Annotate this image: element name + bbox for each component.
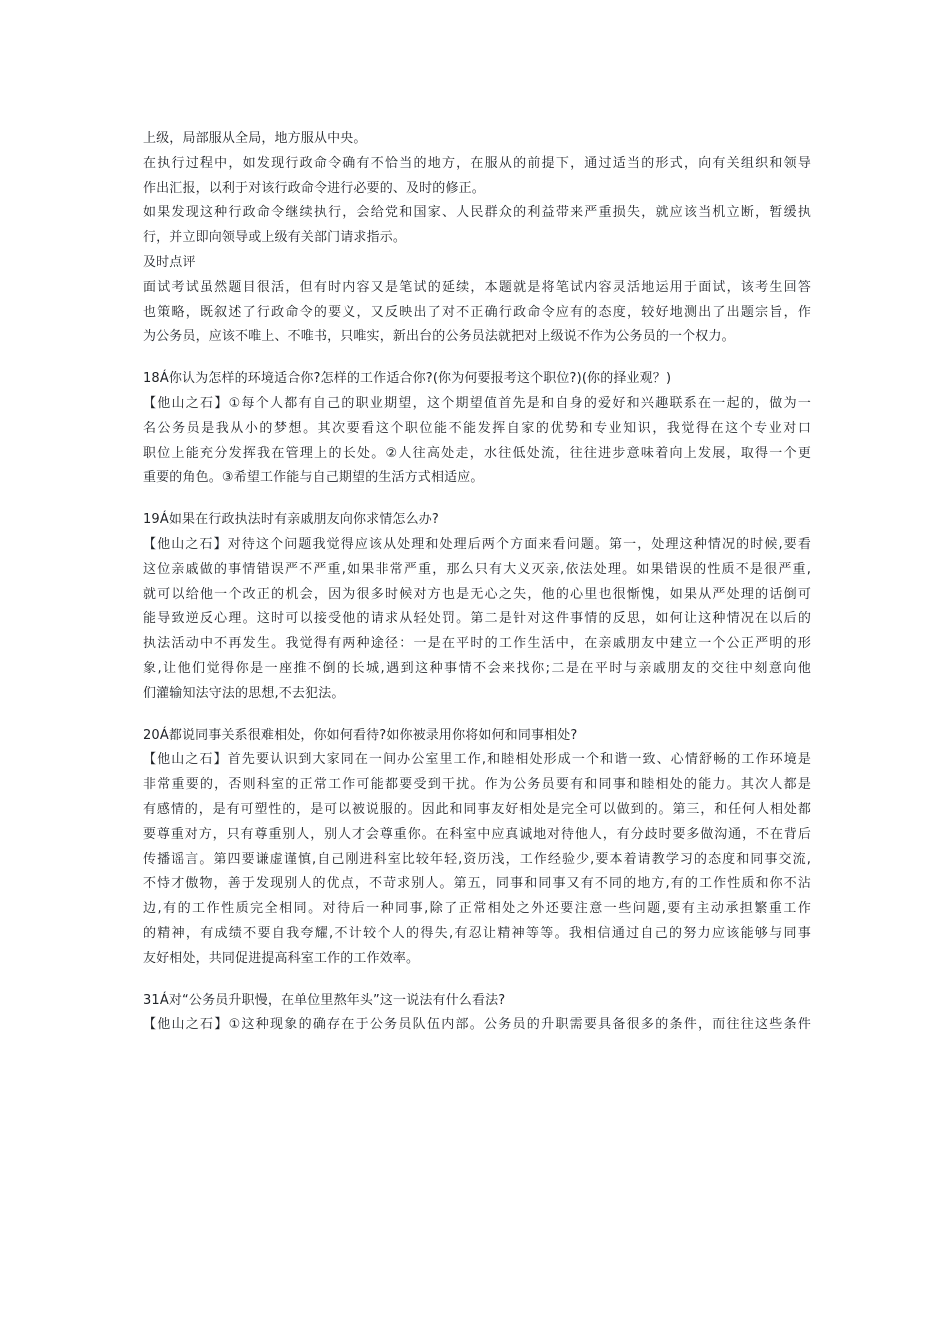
text-line: 行，并立即向领导或上级有关部门请求指示。 [143, 230, 407, 246]
paragraph [143, 392, 811, 491]
paragraph [143, 276, 811, 350]
text-line: 这位亲戚做的事情错误严不严重,如果非常严重，那么只有大义灭亲,依法处理。如果错误的性质不是很严重, [143, 561, 811, 577]
text-line: 也策略，既叙述了行政命令的要义，又反映出了对不正确行政命令应有的态度，较好地测出了出题宗旨，作 [143, 304, 811, 320]
text-line: 象,让他们觉得你是一座推不倒的长城,遇到这种事情不会来找你;二是在平时与亲戚朋友的交往中刻意向他 [143, 660, 811, 676]
text-line: 有感情的，是有可塑性的，是可以被说服的。因此和同事友好相处是完全可以做到的。第三，和任何人相处都 [143, 801, 811, 817]
text-line: 不恃才傲物，善于发现别人的优点，不苛求别人。第五，同事和同事又有不同的地方,有的工作性质和你不沾 [143, 876, 811, 892]
text-line: 19Á如果在行政执法时有亲戚朋友向你求情怎么办? [143, 512, 439, 528]
paragraph [143, 508, 811, 533]
text-line: 【他山之石】首先要认识到大家同在一间办公室里工作,和睦相处形成一个和谐一致、心情舒畅的工作环境是 [143, 752, 811, 768]
text-line: 20Á都说同事关系很难相处，你如何看待?如你被录用你将如何和同事相处? [143, 727, 578, 743]
text-line: 面试考试虽然题目很活，但有时内容又是笔试的延续，本题就是将笔试内容灵活地运用于面试，该考生回答 [143, 279, 811, 295]
paragraph [143, 989, 811, 1014]
text-line: 【他山之石】①这种现象的确存在于公务员队伍内部。公务员的升职需要具备很多的条件，而往往这些条件 [143, 1017, 811, 1033]
paragraph [143, 152, 811, 202]
text-line: 上级，局部服从全局，地方服从中央。 [143, 131, 367, 146]
paragraph [143, 533, 811, 707]
text-line: 作出汇报，以利于对该行政命令进行必要的、及时的修正。 [143, 180, 485, 196]
paragraph-gap [143, 707, 811, 724]
document-page [143, 127, 811, 1038]
text-line: 友好相处，共同促进提高科室工作的工作效率。 [143, 950, 420, 966]
paragraph [143, 201, 811, 251]
paragraph [143, 127, 811, 152]
text-line: 18Á你认为怎样的环境适合你?怎样的工作适合你?(你为何要报考这个职位?)(你的择业观？) [143, 371, 672, 387]
text-line: 【他山之石】对待这个问题我觉得应该从处理和处理后两个方面来看问题。第一，处理这种情况的时候,要看 [143, 536, 811, 552]
paragraph [143, 251, 811, 276]
text-line: 【他山之石】①每个人都有自己的职业期望，这个期望值首先是和自身的爱好和兴趣联系在一起的，做为一 [143, 395, 811, 411]
text-line: 们灌输知法守法的思想,不去犯法。 [143, 685, 345, 701]
text-line: 非常重要的，否则科室的正常工作可能都要受到干扰。作为公务员要有和同事和睦相处的能力。其次人都是 [143, 777, 811, 793]
paragraph-gap [143, 350, 811, 367]
text-line: 就可以给他一个改正的机会，因为很多时候对方也是无心之失，他的心里也很惭愧，如果从严处理的话倒可 [143, 586, 811, 602]
paragraph [143, 1013, 811, 1038]
text-line: 执法活动中不再发生。我觉得有两种途径：一是在平时的工作生活中，在亲戚朋友中建立一个公正严明的形 [143, 636, 811, 652]
text-line: 边,有的工作性质完全相同。对待后一种同事,除了正常相处之外还要注意一些问题,要有主动承担繁重工作 [143, 901, 811, 917]
text-line: 及时点评 [143, 254, 196, 270]
text-line: 的精神，有成绩不要自我夸耀,不计较个人的得失,有忍让精神等等。我相信通过自己的努力应该能够与同事 [143, 925, 811, 941]
text-line: 职位上能充分发挥我在管理上的长处。②人往高处走，水往低处流，往往进步意味着向上发展，取得一个更 [143, 445, 811, 461]
text-line: 重要的角色。③希望工作能与自己期望的生活方式相适应。 [143, 470, 484, 486]
paragraph [143, 724, 811, 749]
paragraph-gap [143, 491, 811, 508]
text-line: 为公务员，应该不唯上、不唯书，只唯实，新出台的公务员法就把对上级说不作为公务员的一个权力。 [143, 329, 735, 345]
text-line: 能导致逆反心理。这时可以接受他的请求从轻处罚。第二是针对这件事情的反思，如何让这种情况在以后的 [143, 611, 811, 627]
paragraph-gap [143, 972, 811, 989]
text-line: 名公务员是我从小的梦想。其次要看这个职位能不能发挥自家的优势和专业知识，我觉得在这个专业对口 [143, 420, 811, 436]
text-line: 要尊重对方，只有尊重别人，别人才会尊重你。在科室中应真诚地对待他人，有分歧时要多做沟通，不在背后 [143, 826, 811, 842]
text-line: 如果发现这种行政命令继续执行，会给党和国家、人民群众的利益带来严重损失，就应该当机立断，暂缓执 [143, 205, 811, 221]
text-line: 31Á对“公务员升职慢，在单位里熬年头”这一说法有什么看法? [143, 992, 506, 1008]
text-line: 在执行过程中，如发现行政命令确有不恰当的地方，在服从的前提下，通过适当的形式，向有关组织和领导 [143, 155, 811, 171]
paragraph [143, 748, 811, 971]
paragraph [143, 367, 811, 392]
text-line: 传播谣言。第四要谦虚谨慎,自己刚进科室比较年轻,资历浅，工作经验少,要本着请教学习的态度和同事交流, [143, 851, 811, 867]
